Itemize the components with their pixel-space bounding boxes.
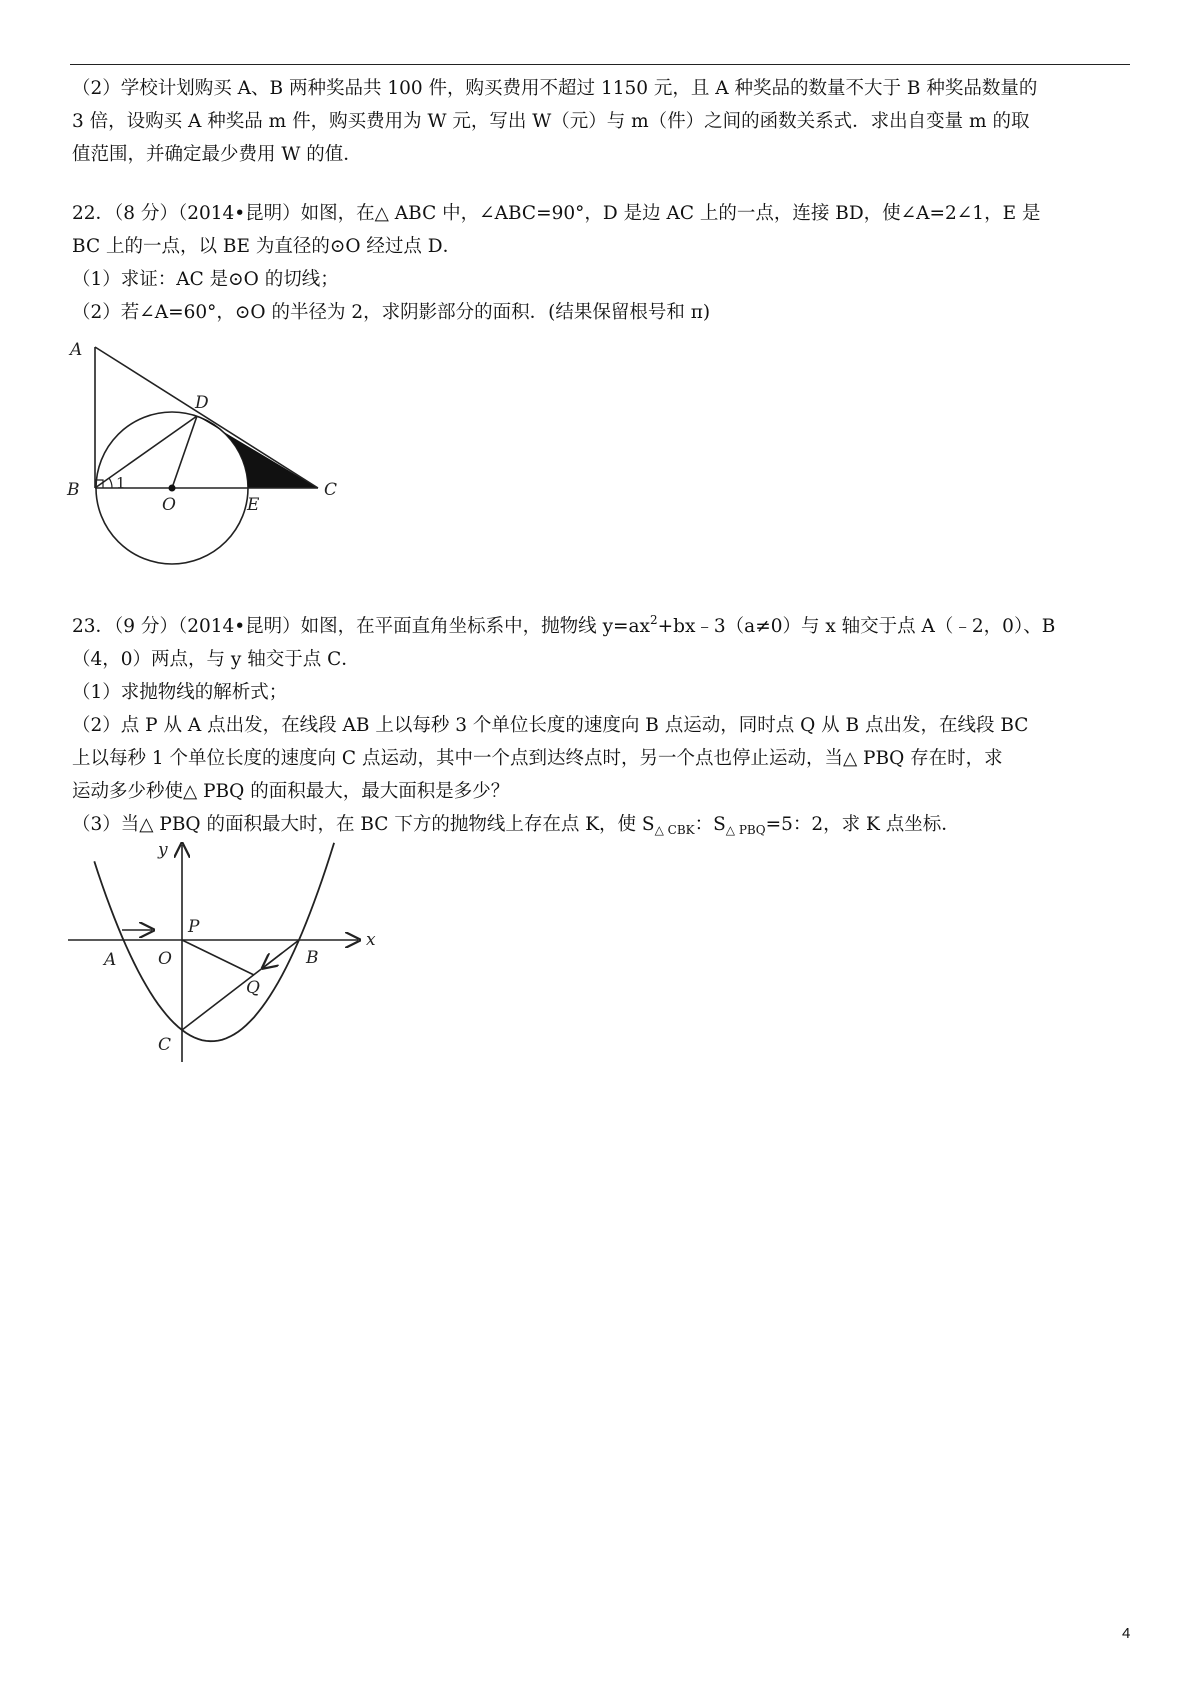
q22-line-1: 22．（8 分）（2014•昆明）如图，在△ ABC 中，∠ABC=90°，D 是边 AC 上的一点，连接 BD，使∠A=2∠1，E 是 bbox=[72, 203, 1041, 224]
q23-line-3: （1）求抛物线的解析式； bbox=[72, 682, 288, 703]
q22-line-2: BC 上的一点，以 BE 为直径的⊙O 经过点 D． bbox=[72, 236, 462, 257]
q23-text bbox=[72, 610, 1132, 841]
q22-line-4: （2）若∠A=60°，⊙O 的半径为 2，求阴影部分的面积．(结果保留根号和 π) bbox=[72, 302, 711, 323]
q23-line-4: （2）点 P 从 A 点出发，在线段 AB 上以每秒 3 个单位长度的速度向 B 点运动，同时点 Q 从 B 点出发，在线段 BC bbox=[72, 715, 1029, 736]
segment-ac bbox=[95, 347, 318, 488]
label-c: C bbox=[158, 1035, 172, 1055]
header-rule bbox=[70, 64, 1130, 65]
label-x: x bbox=[366, 930, 376, 950]
label-d: D bbox=[195, 393, 209, 413]
label-o: O bbox=[158, 949, 172, 969]
label-e: E bbox=[247, 495, 260, 515]
angle-1-arc bbox=[109, 478, 112, 488]
q21-line-2: 3 倍，设购买 A 种奖品 m 件，购买费用为 W 元，写出 W（元）与 m（件）之间的函数关系式．求出自变量 m 的取 bbox=[72, 111, 1030, 132]
label-q: Q bbox=[246, 978, 260, 998]
label-a: A bbox=[104, 950, 117, 970]
q23-line-7-b: ：S bbox=[694, 814, 726, 835]
q23-sub-cbk: △ CBK bbox=[654, 823, 695, 837]
label-b: B bbox=[306, 948, 319, 968]
q23-line-7-c: =5：2，求 K 点坐标． bbox=[765, 814, 960, 835]
label-b: B bbox=[67, 480, 80, 500]
q21-line-1: （2）学校计划购买 A、B 两种奖品共 100 件，购买费用不超过 1150 元，且 A 种奖品的数量不大于 B 种奖品数量的 bbox=[72, 78, 1038, 99]
q23-line-2: （4，0）两点，与 y 轴交于点 C． bbox=[72, 649, 360, 670]
q23-figure bbox=[60, 830, 390, 1075]
q23-line-1-post: +bx﹣3（a≠0）与 x 轴交于点 A（﹣2，0）、B bbox=[657, 616, 1056, 637]
label-angle-1: 1 bbox=[116, 474, 126, 492]
q-motion-arrow bbox=[264, 953, 282, 967]
label-p: P bbox=[188, 917, 200, 937]
q22-figure bbox=[60, 330, 360, 575]
q22-line-3: （1）求证：AC 是⊙O 的切线； bbox=[72, 269, 339, 290]
q23-line-1-pre: 23．（9 分）（2014•昆明）如图，在平面直角坐标系中，抛物线 y=ax bbox=[72, 616, 650, 637]
q23-sub-pbq: △ PBQ bbox=[725, 823, 766, 837]
q23-line-7-a: （3）当△ PBQ 的面积最大时，在 BC 下方的抛物线上存在点 K，使 S bbox=[72, 814, 655, 835]
q23-exponent: 2 bbox=[649, 613, 658, 627]
q21-line-3: 值范围，并确定最少费用 W 的值． bbox=[72, 144, 362, 165]
label-a: A bbox=[70, 340, 83, 360]
label-o: O bbox=[162, 495, 176, 515]
page-number: 4 bbox=[1122, 1625, 1131, 1642]
q23-line-1 bbox=[72, 610, 1132, 643]
parabola-curve bbox=[94, 843, 334, 1041]
q21-part2 bbox=[72, 72, 1132, 171]
q22-text bbox=[72, 197, 1132, 329]
label-c: C bbox=[324, 480, 338, 500]
q23-line-6: 运动多少秒使△ PBQ 的面积最大，最大面积是多少？ bbox=[72, 781, 510, 802]
segment-bd bbox=[95, 416, 197, 488]
q23-line-5: 上以每秒 1 个单位长度的速度向 C 点运动，其中一个点到达终点时，另一个点也停止运动，当△ PBQ 存在时，求 bbox=[72, 748, 1003, 769]
center-o-dot bbox=[169, 485, 176, 492]
segment-pq bbox=[182, 940, 254, 975]
segment-od bbox=[172, 416, 197, 488]
label-y: y bbox=[158, 840, 168, 860]
